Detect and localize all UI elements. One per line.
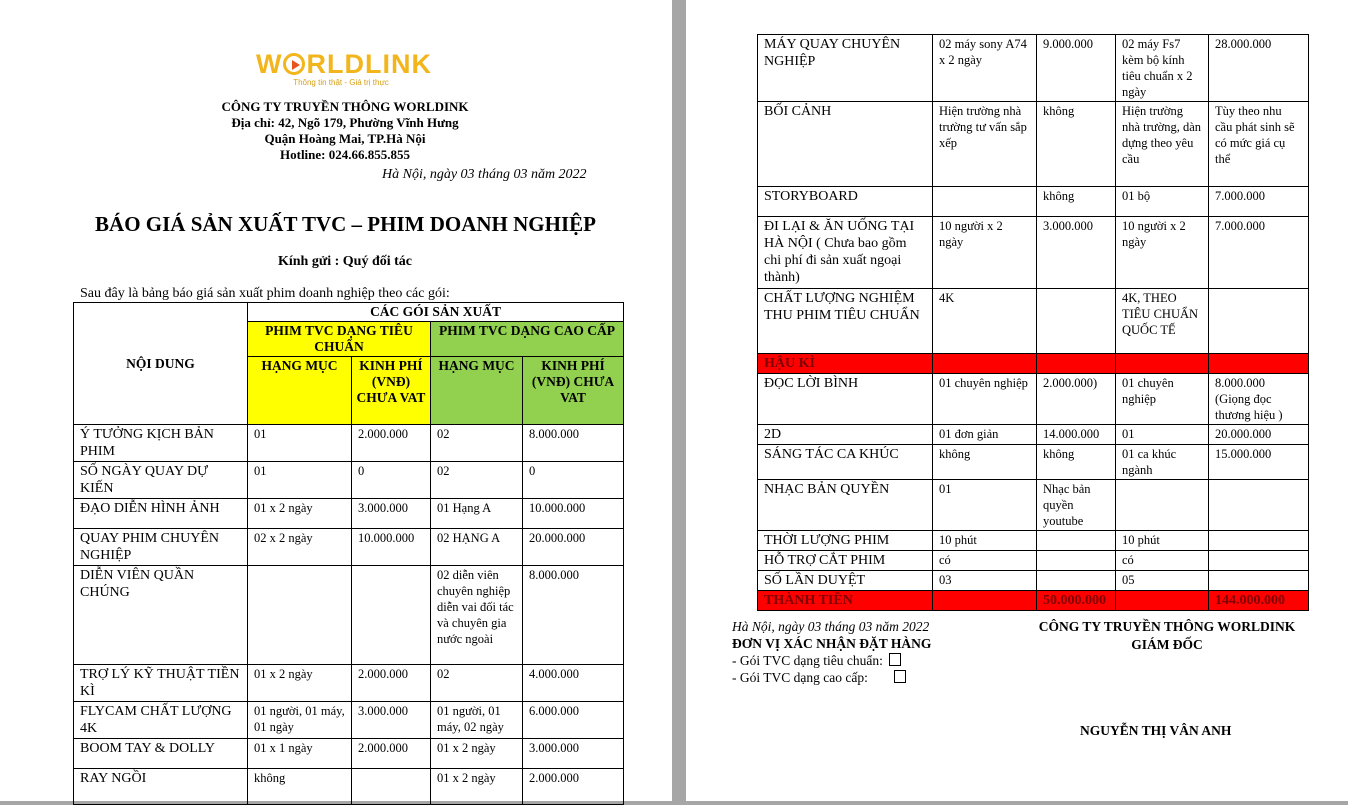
cell-std-item: 03: [933, 571, 1037, 591]
document-date: Hà Nội, ngày 03 tháng 03 năm 2022: [382, 167, 587, 182]
document-title: BÁO GIÁ SẢN XUẤT TVC – PHIM DOANH NGHIỆP: [95, 212, 596, 236]
cell-std-cost: 9.000.000: [1037, 35, 1116, 102]
cell-pre-cost: 7.000.000: [1209, 187, 1309, 217]
cell-pre-cost: Tùy theo nhu cầu phát sinh sẽ có mức giá cụ thể: [1209, 102, 1309, 187]
cell-std-cost: 0: [352, 462, 431, 499]
cell-name: QUAY PHIM CHUYÊN NGHIỆP: [74, 529, 248, 566]
cell-pre-item: Hiện trường nhà trường, dàn dựng theo yêu cầu: [1116, 102, 1209, 187]
table-row: [758, 374, 1309, 425]
table-row: [758, 425, 1309, 445]
cell-std-cost: 2.000.000): [1037, 374, 1116, 425]
cell-pre-item: 01 Hạng A: [431, 499, 523, 529]
table-body-page-2: [758, 35, 1309, 611]
cell-pre-cost: 20.000.000: [1209, 425, 1309, 445]
cell-std-item: [248, 566, 352, 665]
cell-std-cost: không: [1037, 445, 1116, 480]
director-block: [1006, 618, 1328, 654]
logo-tagline: Thông tin thật - Giá trị thực: [293, 78, 389, 87]
cell-name: ĐỌC LỜI BÌNH: [758, 374, 933, 425]
cell-name: BOOM TAY & DOLLY: [74, 739, 248, 769]
option-standard: [732, 652, 931, 669]
cell-pre-item: 01 x 2 ngày: [431, 739, 523, 769]
table-body-page-1: [74, 425, 624, 805]
footer-date: Hà Nội, ngày 03 tháng 03 năm 2022: [732, 619, 930, 634]
empty-cell: [1116, 354, 1209, 374]
table-row: [74, 566, 624, 665]
cell-pre-item: 02: [431, 665, 523, 702]
cell-std-cost: 14.000.000: [1037, 425, 1116, 445]
director-role: GIÁM ĐỐC: [1131, 637, 1203, 652]
cell-std-item: 10 người x 2 ngày: [933, 217, 1037, 289]
standard-checkbox[interactable]: [889, 653, 901, 666]
play-icon: [283, 53, 305, 75]
cell-std-cost: không: [1037, 102, 1116, 187]
table-row: [74, 769, 624, 805]
cell-name: DIỄN VIÊN QUẦN CHÚNG: [74, 566, 248, 665]
cell-std-cost: [1037, 289, 1116, 354]
cell-name: ĐI LẠI & ĂN UỐNG TẠI HÀ NỘI ( Chưa bao gồm chi phí đi sản xuất ngoại thành): [758, 217, 933, 289]
cell-name: THÀNH TIỀN: [758, 591, 933, 611]
company-hotline: Hotline: 024.66.855.855: [280, 147, 410, 162]
cell-std-item: 10 phút: [933, 531, 1037, 551]
cell-pre-item: 05: [1116, 571, 1209, 591]
table-row: [758, 531, 1309, 551]
cell-pre-cost: 4.000.000: [523, 665, 624, 702]
company-info: [160, 99, 530, 163]
cell-std-item: có: [933, 551, 1037, 571]
cell-pre-item: 01: [1116, 425, 1209, 445]
cell-std-item: [933, 591, 1037, 611]
cell-pre-cost: 144.000.000: [1209, 591, 1309, 611]
cell-pre-item: 02: [431, 425, 523, 462]
cell-pre-item: 01 bộ: [1116, 187, 1209, 217]
cell-std-cost: 3.000.000: [352, 702, 431, 739]
quote-table-page-2: [757, 34, 1309, 611]
footer-company: CÔNG TY TRUYỀN THÔNG WORLDINK: [1038, 619, 1296, 634]
quote-table-page-1: [73, 302, 624, 805]
table-row: [74, 462, 624, 499]
cell-std-cost: 2.000.000: [352, 425, 431, 462]
header-premium-cost: KINH PHÍ (VNĐ) CHƯA VAT: [523, 357, 624, 425]
header-standard-cost: KINH PHÍ (VNĐ) CHƯA VAT: [352, 357, 431, 425]
cell-pre-item: 01 ca khúc ngành: [1116, 445, 1209, 480]
company-address-2: Quận Hoàng Mai, TP.Hà Nội: [264, 131, 426, 146]
table-row: [74, 529, 624, 566]
cell-std-cost: [352, 769, 431, 805]
cell-std-item: 01: [248, 425, 352, 462]
intro-text: Sau đây là bảng báo giá sản xuất phim doanh nghiệp theo các gói:: [80, 286, 450, 301]
cell-std-item: 02 x 2 ngày: [248, 529, 352, 566]
cell-pre-cost: [1209, 289, 1309, 354]
cell-std-cost: Nhạc bản quyền youtube: [1037, 480, 1116, 531]
cell-name: RAY NGỒI: [74, 769, 248, 805]
cell-pre-cost: 7.000.000: [1209, 217, 1309, 289]
cell-pre-cost: [1209, 480, 1309, 531]
cell-std-item: 01 người, 01 máy, 01 ngày: [248, 702, 352, 739]
cell-pre-item: 4K, THEO TIÊU CHUẨN QUỐC TẾ: [1116, 289, 1209, 354]
cell-pre-cost: 15.000.000: [1209, 445, 1309, 480]
table-row: [758, 289, 1309, 354]
cell-std-item: 02 máy sony A74 x 2 ngày: [933, 35, 1037, 102]
cell-name: BỐI CẢNH: [758, 102, 933, 187]
cell-pre-item: 02 HẠNG A: [431, 529, 523, 566]
company-address-1: Địa chỉ: 42, Ngõ 179, Phường Vĩnh Hưng: [231, 115, 459, 130]
empty-cell: [933, 354, 1037, 374]
cell-std-item: 01 x 2 ngày: [248, 665, 352, 702]
cell-pre-item: 02 diễn viên chuyên nghiệp diễn vai đối tác và chuyên gia nước ngoài: [431, 566, 523, 665]
cell-std-item: không: [933, 445, 1037, 480]
cell-std-item: 01 đơn giản: [933, 425, 1037, 445]
table-row: [758, 217, 1309, 289]
logo-letters: RLDLINK: [306, 49, 432, 79]
cell-pre-cost: [1209, 531, 1309, 551]
table-row: [758, 445, 1309, 480]
cell-std-cost: 2.000.000: [352, 665, 431, 702]
cell-pre-item: 10 người x 2 ngày: [1116, 217, 1209, 289]
cell-pre-cost: 10.000.000: [523, 499, 624, 529]
table-row: [758, 551, 1309, 571]
cell-pre-item: [1116, 480, 1209, 531]
cell-name: SỐ LẦN DUYỆT: [758, 571, 933, 591]
cell-std-item: không: [248, 769, 352, 805]
cell-name: SÁNG TÁC CA KHÚC: [758, 445, 933, 480]
table-row: [758, 35, 1309, 102]
greeting: Kính gửi : Quý đối tác: [277, 254, 413, 269]
cell-name: FLYCAM CHẤT LƯỢNG 4K: [74, 702, 248, 739]
header-premium-package: PHIM TVC DẠNG CAO CẤP: [431, 322, 624, 357]
option-premium: [732, 669, 931, 686]
cell-std-cost: [1037, 551, 1116, 571]
option-standard-label: - Gói TVC dạng tiêu chuẩn:: [732, 653, 883, 668]
cell-name: 2D: [758, 425, 933, 445]
cell-name: HỖ TRỢ CẮT PHIM: [758, 551, 933, 571]
cell-name: CHẤT LƯỢNG NGHIỆM THU PHIM TIÊU CHUẨN: [758, 289, 933, 354]
cell-pre-cost: [1209, 551, 1309, 571]
cell-std-cost: [352, 566, 431, 665]
option-premium-label: - Gói TVC dạng cao cấp:: [732, 670, 868, 685]
cell-std-item: 01: [248, 462, 352, 499]
header-standard-package: PHIM TVC DẠNG TIÊU CHUẨN: [248, 322, 431, 357]
company-name: CÔNG TY TRUYỀN THÔNG WORLDINK: [221, 99, 469, 114]
cell-pre-cost: [1209, 571, 1309, 591]
logo-letter-w: W: [256, 49, 283, 79]
cell-name: THỜI LƯỢNG PHIM: [758, 531, 933, 551]
cell-pre-item: 02: [431, 462, 523, 499]
cell-std-cost: 50.000.000: [1037, 591, 1116, 611]
table-row: [74, 665, 624, 702]
cell-pre-cost: 8.000.000 (Giọng đọc thương hiệu ): [1209, 374, 1309, 425]
cell-std-cost: [1037, 571, 1116, 591]
cell-pre-item: 01 x 2 ngày: [431, 769, 523, 805]
premium-checkbox[interactable]: [894, 670, 906, 683]
table-row: [758, 187, 1309, 217]
table-row: [74, 425, 624, 462]
table-row: [758, 480, 1309, 531]
header-premium-item: HẠNG MỤC: [431, 357, 523, 425]
cell-name: Ý TƯỞNG KỊCH BẢN PHIM: [74, 425, 248, 462]
cell-std-item: 01 x 2 ngày: [248, 499, 352, 529]
cell-std-cost: 3.000.000: [1037, 217, 1116, 289]
cell-pre-cost: 2.000.000: [523, 769, 624, 805]
cell-name: SỐ NGÀY QUAY DỰ KIẾN: [74, 462, 248, 499]
table-row: [74, 499, 624, 529]
cell-pre-cost: 20.000.000: [523, 529, 624, 566]
cell-std-cost: 2.000.000: [352, 739, 431, 769]
cell-std-cost: 3.000.000: [352, 499, 431, 529]
cell-name: NHẠC BẢN QUYỀN: [758, 480, 933, 531]
cell-name: TRỢ LÝ KỸ THUẬT TIỀN KÌ: [74, 665, 248, 702]
cell-pre-cost: 6.000.000: [523, 702, 624, 739]
cell-pre-item: [1116, 591, 1209, 611]
cell-pre-cost: 8.000.000: [523, 566, 624, 665]
confirm-title: ĐƠN VỊ XÁC NHẬN ĐẶT HÀNG: [732, 636, 932, 651]
cell-pre-cost: 3.000.000: [523, 739, 624, 769]
cell-std-cost: 10.000.000: [352, 529, 431, 566]
header-packages: CÁC GÓI SẢN XUẤT: [248, 303, 624, 322]
section-row: [758, 354, 1309, 374]
cell-pre-cost: 28.000.000: [1209, 35, 1309, 102]
cell-std-item: [933, 187, 1037, 217]
cell-name: STORYBOARD: [758, 187, 933, 217]
cell-std-item: 01 chuyên nghiệp: [933, 374, 1037, 425]
order-confirmation: [732, 618, 931, 686]
cell-std-item: 01 x 1 ngày: [248, 739, 352, 769]
table-row: [758, 571, 1309, 591]
cell-pre-item: 01 chuyên nghiệp: [1116, 374, 1209, 425]
cell-std-cost: [1037, 531, 1116, 551]
cell-pre-item: có: [1116, 551, 1209, 571]
cell-pre-item: 02 máy Fs7 kèm bộ kính tiêu chuẩn x 2 ngày: [1116, 35, 1209, 102]
total-row: [758, 591, 1309, 611]
table-row: [74, 739, 624, 769]
table-row: [74, 702, 624, 739]
company-logo: [256, 49, 432, 88]
empty-cell: [1037, 354, 1116, 374]
header-standard-item: HẠNG MỤC: [248, 357, 352, 425]
cell-pre-item: 10 phút: [1116, 531, 1209, 551]
cell-std-item: 4K: [933, 289, 1037, 354]
section-label: HẬU KÌ: [758, 354, 933, 374]
cell-pre-cost: 8.000.000: [523, 425, 624, 462]
header-content: NỘI DUNG: [74, 303, 248, 425]
cell-pre-cost: 0: [523, 462, 624, 499]
cell-std-cost: không: [1037, 187, 1116, 217]
table-row: [758, 102, 1309, 187]
cell-std-item: 01: [933, 480, 1037, 531]
cell-pre-item: 01 người, 01 máy, 02 ngày: [431, 702, 523, 739]
cell-std-item: Hiện trường nhà trường tư vấn sắp xếp: [933, 102, 1037, 187]
empty-cell: [1209, 354, 1309, 374]
cell-name: ĐẠO DIỄN HÌNH ẢNH: [74, 499, 248, 529]
cell-name: MÁY QUAY CHUYÊN NGHIỆP: [758, 35, 933, 102]
signer-name: NGUYỄN THỊ VÂN ANH: [1080, 723, 1232, 738]
